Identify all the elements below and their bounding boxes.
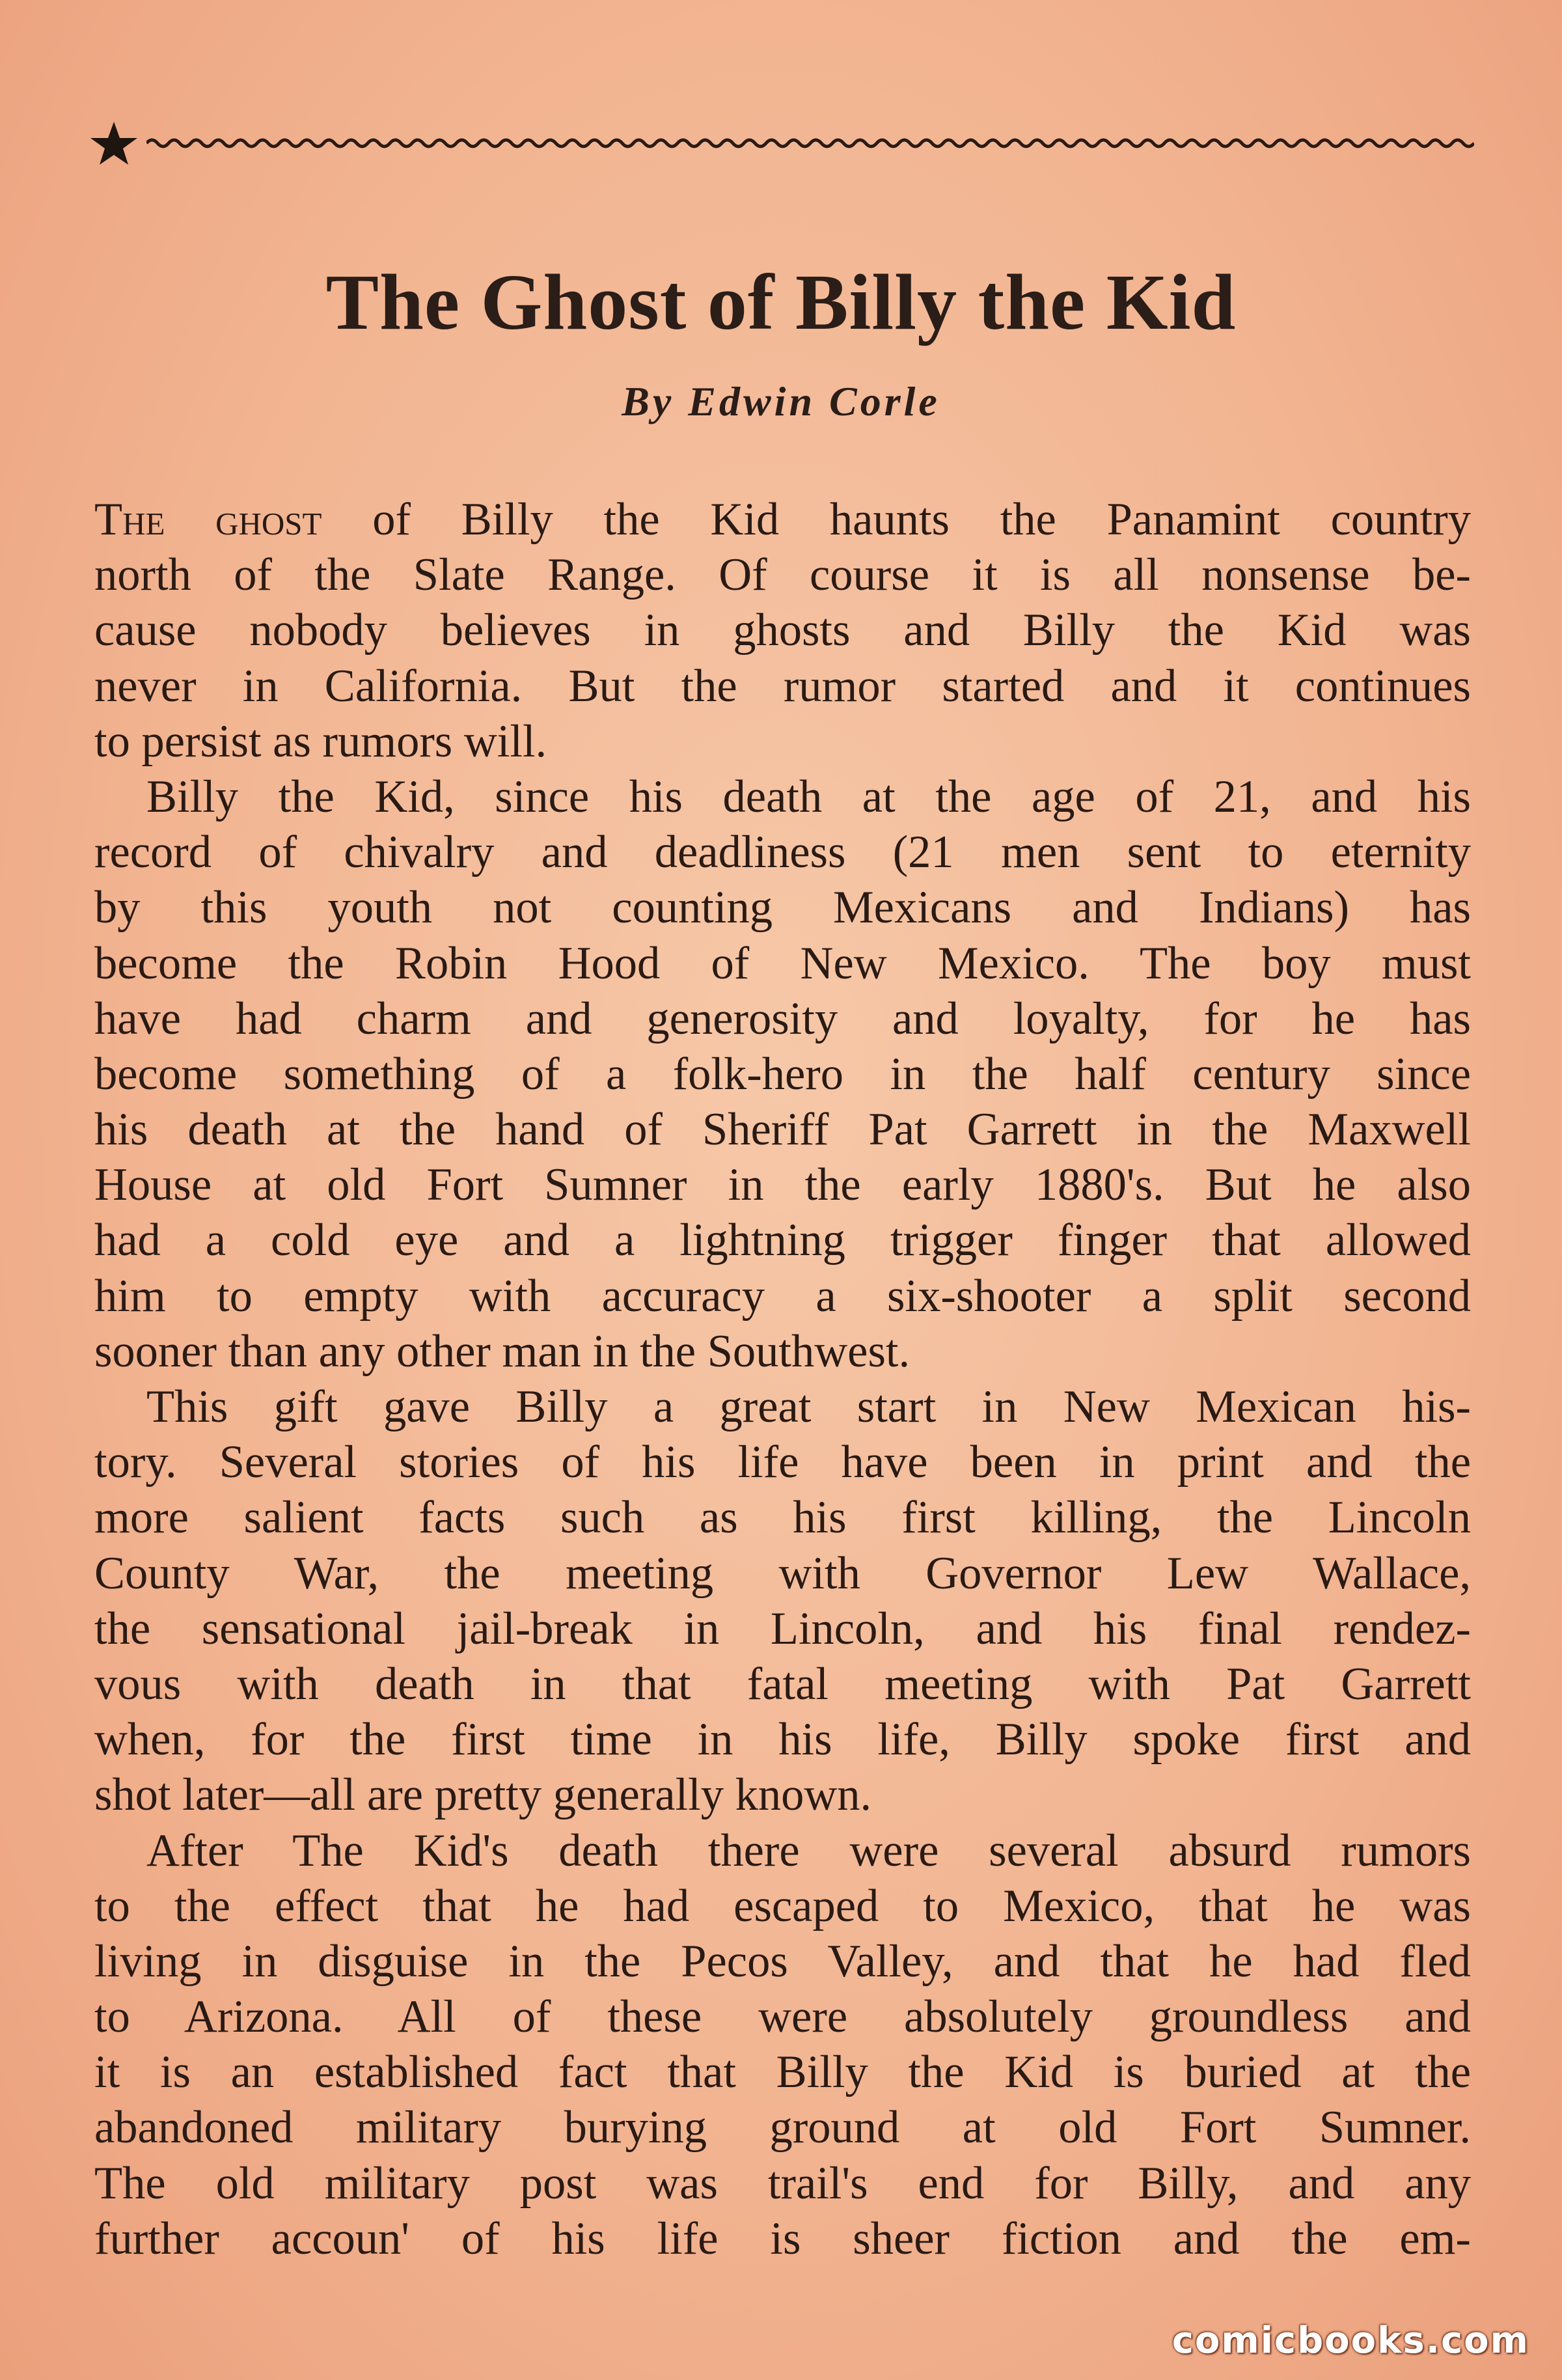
- text-line: The old military post was trail's end for Billy, and any: [94, 2157, 1471, 2209]
- star-icon: [88, 120, 140, 166]
- text-line: to Arizona. All of these were absolutely groundless and: [94, 1991, 1471, 2043]
- text-line: his death at the hand of Sheriff Pat Garrett in the Maxwell: [94, 1104, 1471, 1155]
- opening-rest: of Billy the Kid haunts the Panamint country: [322, 494, 1471, 545]
- text-line: by this youth not counting Mexicans and Indians) has: [94, 882, 1471, 934]
- text-line: the sensational jail-break in Lincoln, and his final rendez-: [94, 1603, 1471, 1654]
- text-line: sooner than any other man in the Southwest.: [94, 1325, 911, 1377]
- text-line: him to empty with accuracy a six-shooter a split second: [94, 1270, 1471, 1321]
- text-line: have had charm and generosity and loyalty, for he has: [94, 993, 1471, 1044]
- text-line: it is an established fact that Billy the Kid is buried at the: [94, 2047, 1471, 2098]
- text-line: become something of a folk-hero in the half century since: [94, 1048, 1471, 1100]
- text-line: more salient facts such as his first killing, the Lincoln: [94, 1492, 1471, 1543]
- text-line: when, for the first time in his life, Billy spoke first and: [94, 1714, 1471, 1765]
- text-line: north of the Slate Range. Of course it is all nonsense be-: [94, 549, 1471, 601]
- wavy-rule: [146, 135, 1474, 152]
- text-line: House at old Fort Sumner in the early 1880's. But he also: [94, 1159, 1471, 1211]
- text-line: to persist as rumors will.: [94, 715, 547, 767]
- text-line: tory. Several stories of his life have been in print and the: [94, 1437, 1471, 1488]
- text-line: After The Kid's death there were several absurd rumors: [146, 1825, 1471, 1876]
- text-line: shot later—all are pretty generally known.: [94, 1769, 872, 1821]
- text-line: never in California. But the rumor started and it continues: [94, 660, 1471, 712]
- text-line: to the effect that he had escaped to Mexico, that he was: [94, 1880, 1471, 1931]
- text-line: vous with death in that fatal meeting with Pat Garrett: [94, 1658, 1471, 1709]
- article-title: The Ghost of Billy the Kid: [325, 258, 1237, 346]
- article-body: [94, 492, 1471, 2267]
- text-line: become the Robin Hood of New Mexico. The boy must: [94, 937, 1471, 989]
- text-line: living in disguise in the Pecos Valley, and that he had fled: [94, 1935, 1471, 1987]
- opening-words: The ghost: [94, 494, 322, 545]
- text-line: cause nobody believes in ghosts and Billy the Kid was: [94, 605, 1471, 656]
- site-watermark: comicbooks.com: [1172, 2319, 1529, 2362]
- header-ornament: [88, 120, 1474, 166]
- text-line: County War, the meeting with Governor Lew Wallace,: [94, 1547, 1471, 1599]
- text-line: Billy the Kid, since his death at the age of 21, and his: [146, 771, 1471, 822]
- text-line: This gift gave Billy a great start in New Mexican his-: [146, 1381, 1471, 1432]
- text-line: record of chivalry and deadliness (21 men sent to eternity: [94, 827, 1471, 878]
- text-line: abandoned military burying ground at old Fort Sumner.: [94, 2102, 1471, 2153]
- text-line: had a cold eye and a lightning trigger finger that allowed: [94, 1215, 1471, 1266]
- article-byline: By Edwin Corle: [622, 378, 940, 424]
- text-line: [94, 492, 1471, 547]
- text-line: further accoun' of his life is sheer fiction and the em-: [94, 2213, 1471, 2264]
